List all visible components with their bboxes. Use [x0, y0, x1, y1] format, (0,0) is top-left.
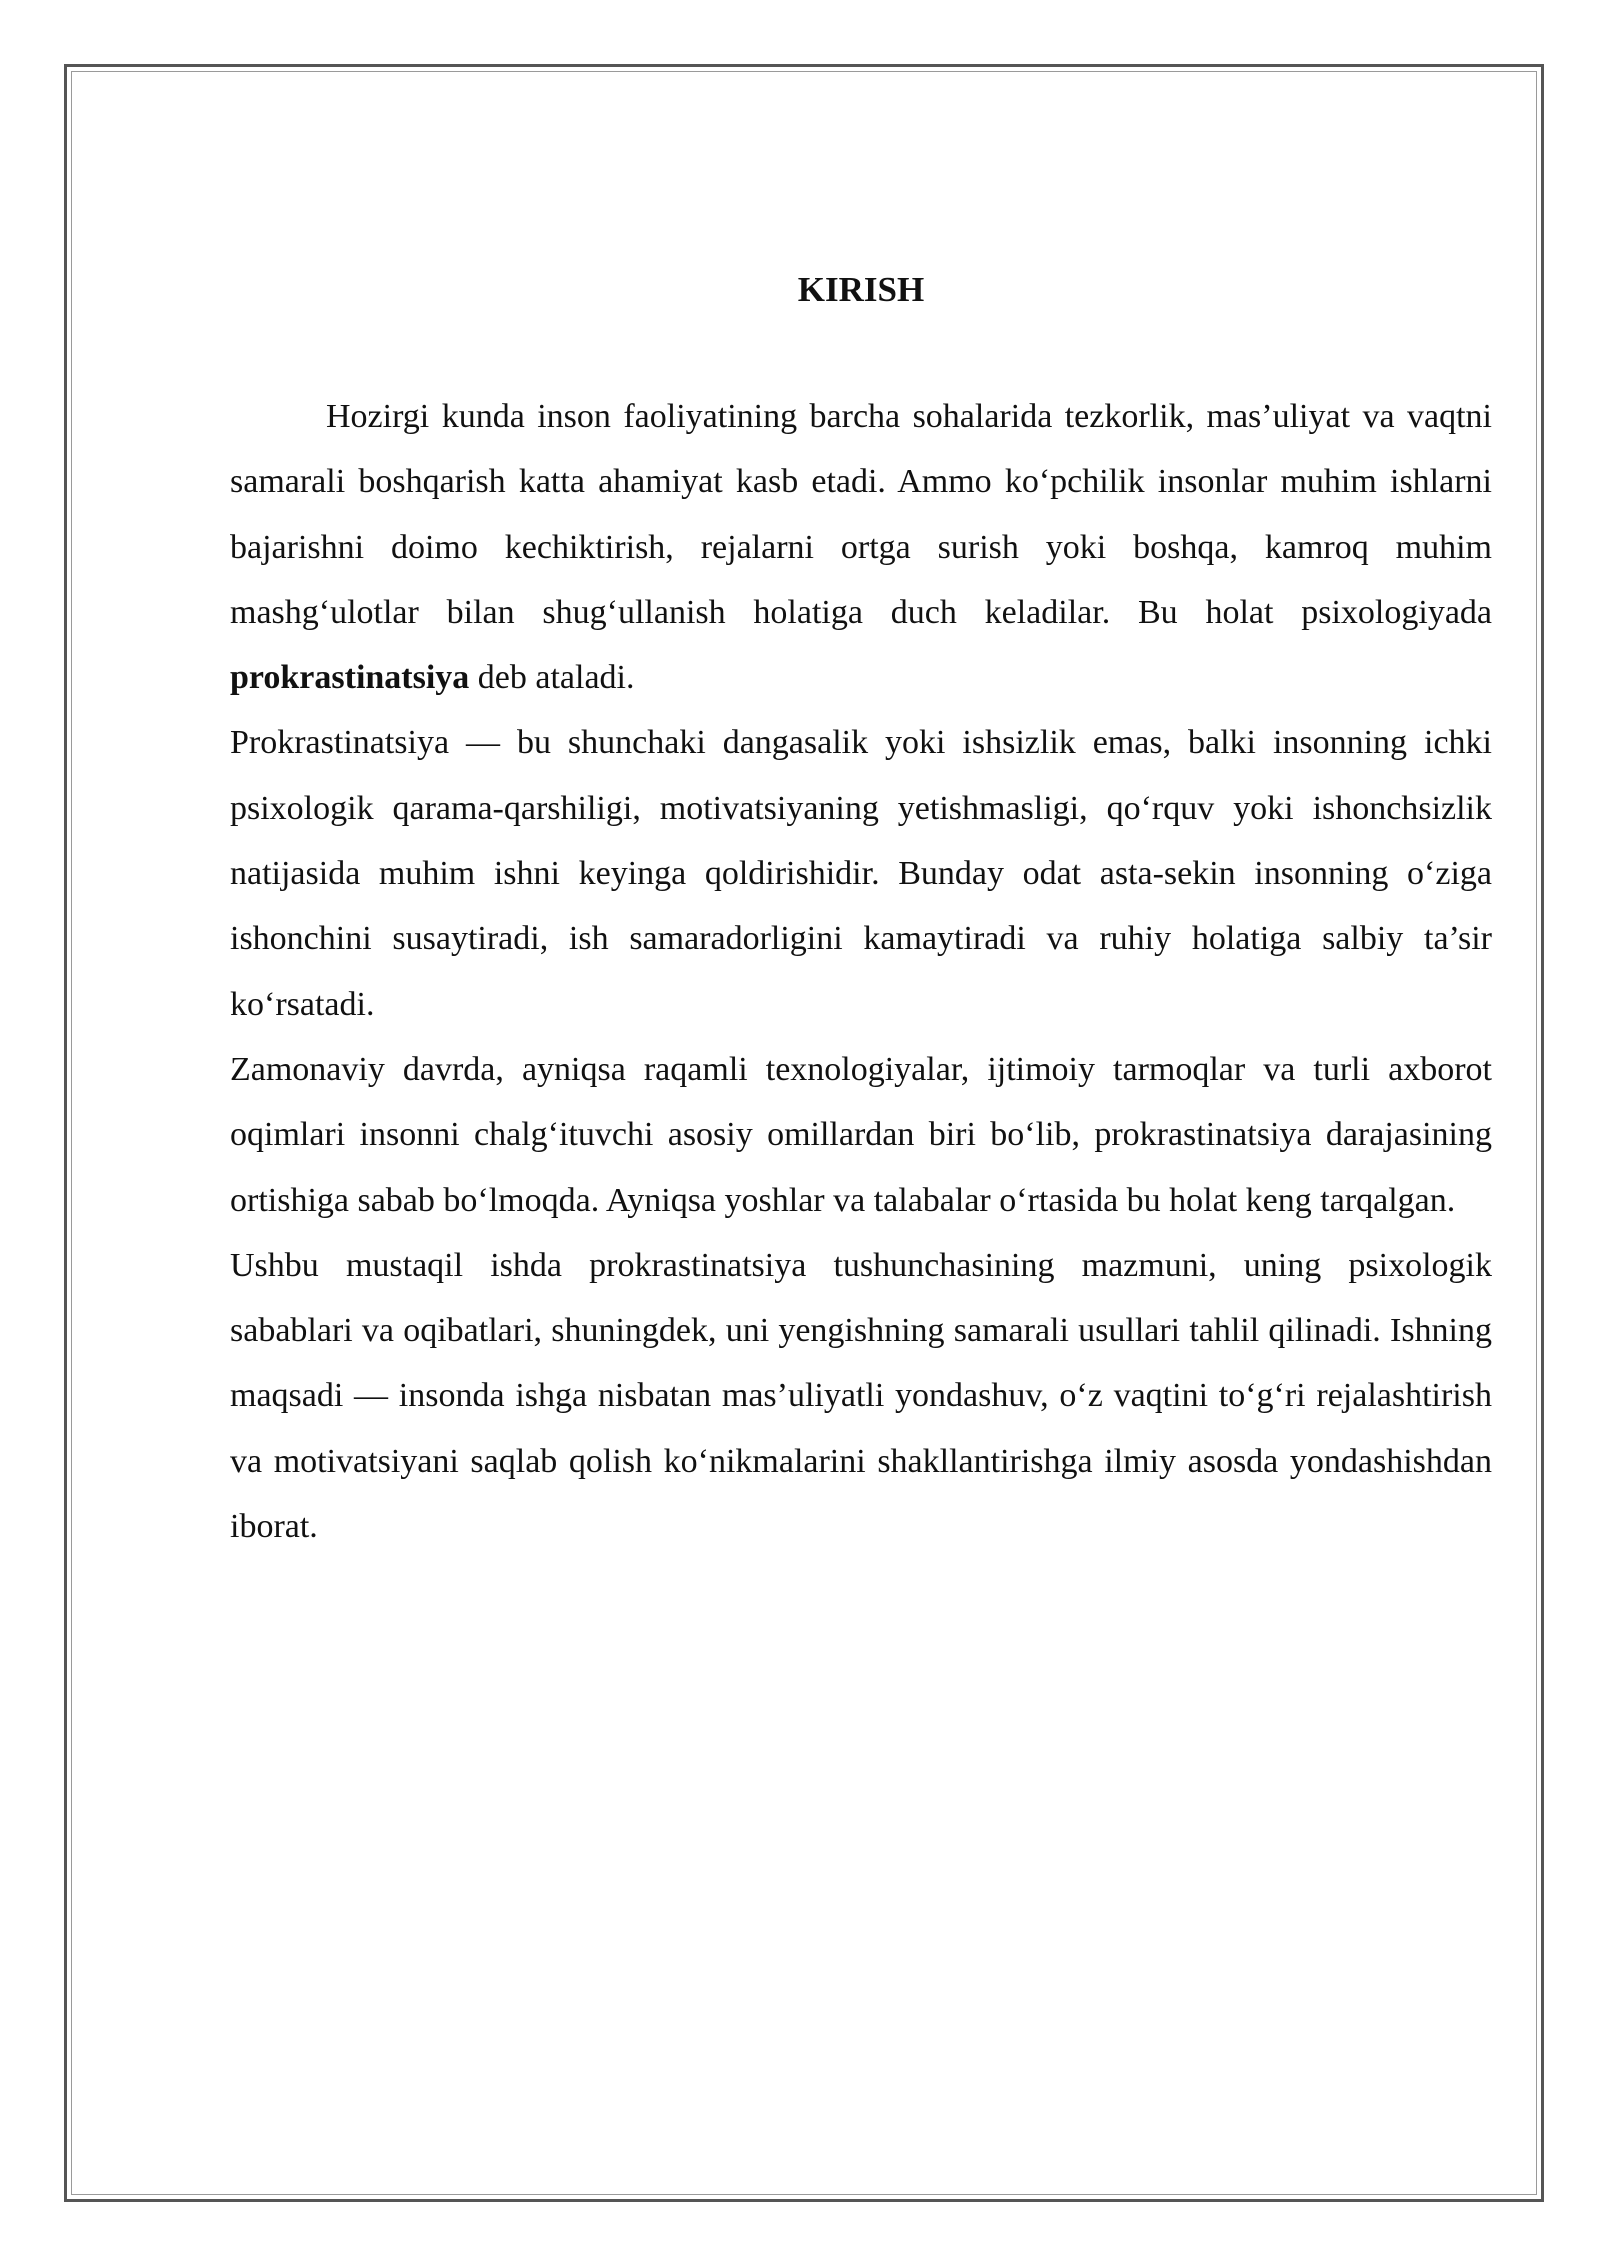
document-body [230, 262, 1492, 1559]
paragraph-1-text: Hozirgi kunda inson faoliyatining barcha sohalarida tezkorlik, mas’uliyat va vaqtni samarali boshqarish katta ahamiyat kasb etadi. Ammo ko‘pchilik insonlar muhim ishlarni bajarishni doimo kechiktirish, rejalarni ortga surish yoki boshqa, kamroq muhim mashg‘ulotlar bilan shug‘ullanish holatiga duch keladilar. Bu holat psixologiyada [230, 398, 1492, 631]
paragraph-1-text-end: deb ataladi. [469, 659, 635, 697]
paragraph-1-bold-term: prokrastinatsiya [230, 659, 470, 697]
paragraph-2: Prokrastinatsiya — bu shunchaki dangasalik yoki ishsizlik emas, balki insonning ichki psixologik qarama-qarshiligi, motivatsiyaning yetishmasligi, qo‘rquv yoki ishonchsizlik natijasida muhim ishni keyinga qoldirishidir. Bunday odat asta-sekin insonning o‘ziga ishonchini susaytiradi, ish samaradorligini kamaytiradi va ruhiy holatiga salbiy ta’sir ko‘rsatadi. [230, 724, 1492, 1023]
page-title: KIRISH [797, 270, 925, 309]
paragraph-1 [230, 384, 1492, 710]
paragraph-4: Ushbu mustaqil ishda prokrastinatsiya tushunchasining mazmuni, uning psixologik sabablari va oqibatlari, shuningdek, uni yengishning samarali usullari tahlil qilinadi. Ishning maqsadi — insonda ishga nisbatan mas’uliyatli yondashuv, o‘z vaqtini to‘g‘ri rejalashtirish va motivatsiyani saqlab qolish ko‘nikmalarini shakllantirishga ilmiy asosda yondashishdan iborat. [230, 1246, 1492, 1546]
paragraph-3: Zamonaviy davrda, ayniqsa raqamli texnologiyalar, ijtimoiy tarmoqlar va turli axborot oqimlari insonni chalg‘ituvchi asosiy omillardan biri bo‘lib, prokrastinatsiya darajasining ortishiga sabab bo‘lmoqda. Ayniqsa yoshlar va talabalar o‘rtasida bu holat keng tarqalgan. [230, 1050, 1492, 1219]
